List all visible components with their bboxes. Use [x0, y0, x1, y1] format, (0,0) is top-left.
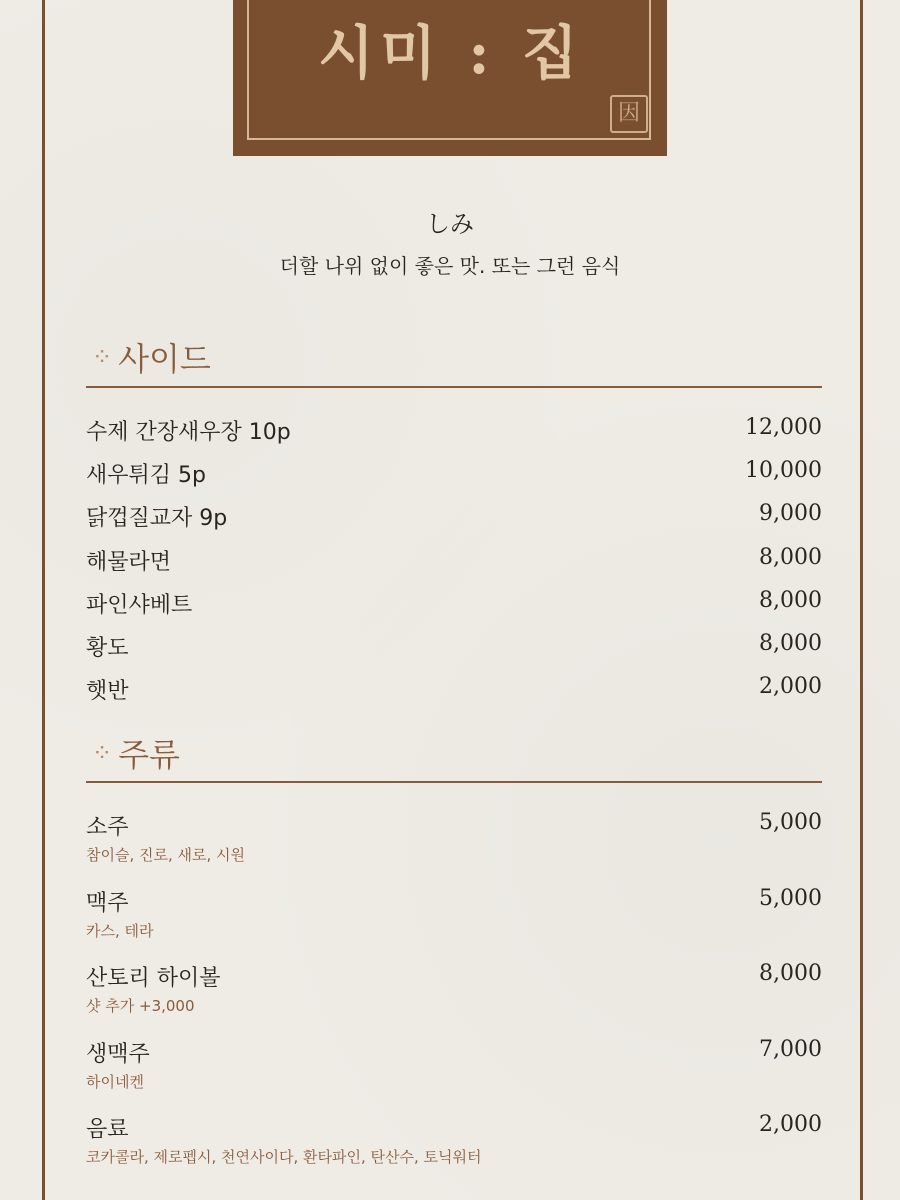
- menu-item-price: 10,000: [745, 458, 822, 483]
- menu-item-name: 맥주: [86, 891, 129, 916]
- menu-item-price: 12,000: [745, 415, 822, 440]
- section-title-side: [92, 334, 211, 380]
- menu-item-name: 파인샤베트: [86, 593, 193, 618]
- menu-item-name: 해물라면: [86, 550, 172, 575]
- menu-item-price: 2,000: [759, 674, 822, 699]
- menu-item-price: 8,000: [759, 631, 822, 656]
- menu-item-price: 8,000: [759, 545, 822, 570]
- menu-item-description: 샷 추가 +3,000: [86, 997, 195, 1015]
- menu-item-price: 8,000: [759, 961, 822, 986]
- menu-item-name: 소주: [86, 815, 129, 840]
- seal-stamp: 因: [610, 95, 648, 133]
- right-border-line: [860, 0, 863, 1200]
- title-banner: [233, 0, 667, 156]
- menu-item-name: 닭껍질교자 9p: [86, 506, 228, 531]
- title-banner-frame: [247, 0, 651, 140]
- section-title-label: 사이드: [118, 340, 211, 378]
- menu-item-name: 새우튀김 5p: [86, 463, 206, 488]
- star-ornament-icon: ⁘: [92, 739, 113, 767]
- restaurant-title: 시미 : 집: [318, 19, 584, 87]
- section-title-label: 주류: [118, 736, 180, 774]
- menu-item-name: 수제 간장새우장 10p: [86, 420, 291, 445]
- menu-item-name: 음료: [86, 1117, 129, 1142]
- menu-item-description: 하이네켄: [86, 1073, 144, 1091]
- japanese-subtitle: しみ: [426, 210, 474, 238]
- menu-item-price: 7,000: [759, 1037, 822, 1062]
- star-ornament-icon: ⁘: [92, 343, 113, 371]
- tagline: 더할 나위 없이 좋은 맛. 또는 그런 음식: [279, 254, 621, 278]
- section-divider: [86, 781, 822, 783]
- menu-item-name: 산토리 하이볼: [86, 966, 221, 991]
- section-divider: [86, 386, 822, 388]
- menu-item-price: 5,000: [759, 810, 822, 835]
- menu-item-price: 2,000: [759, 1112, 822, 1137]
- menu-item-price: 9,000: [759, 501, 822, 526]
- menu-item-name: 황도: [86, 636, 129, 661]
- menu-item-description: 참이슬, 진로, 새로, 시원: [86, 846, 246, 864]
- left-border-line: [42, 0, 45, 1200]
- section-title-drinks: [92, 730, 180, 776]
- menu-item-name: 햇반: [86, 679, 129, 704]
- menu-item-price: 5,000: [759, 886, 822, 911]
- menu-item-name: 생맥주: [86, 1042, 150, 1067]
- menu-item-description: 코카콜라, 제로펩시, 천연사이다, 환타파인, 탄산수, 토닉워터: [86, 1148, 482, 1166]
- menu-item-price: 8,000: [759, 588, 822, 613]
- menu-item-description: 카스, 테라: [86, 922, 154, 940]
